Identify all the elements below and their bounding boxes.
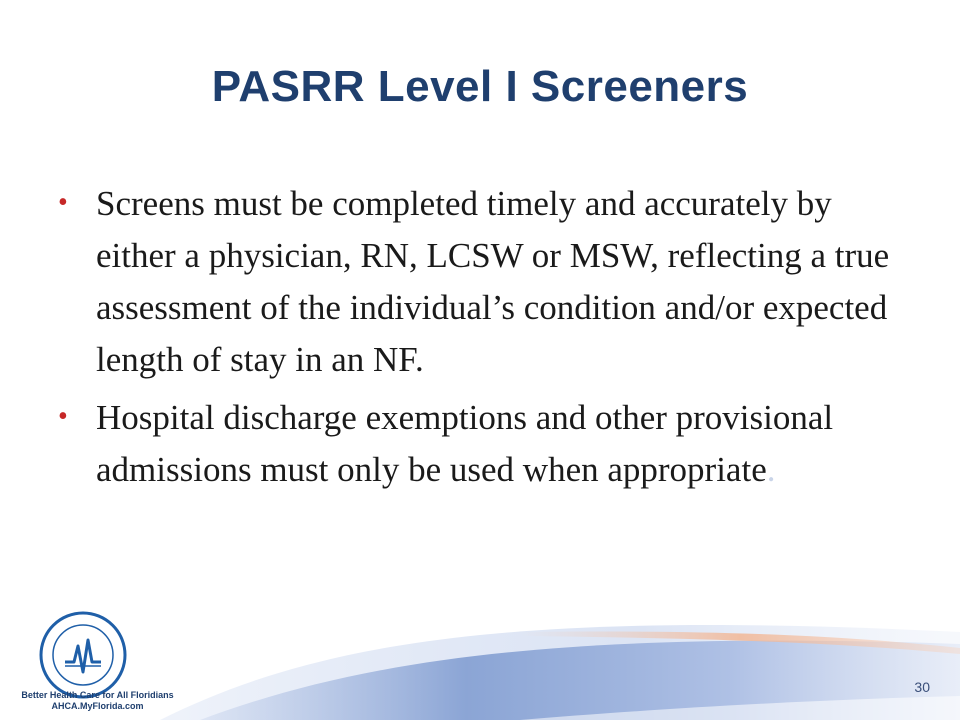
bullet-marker: • bbox=[58, 187, 68, 218]
bullet-trailing-period: . bbox=[766, 450, 776, 489]
tagline-text: Better Health Care for All Floridians bbox=[21, 690, 174, 700]
bullet-marker: • bbox=[58, 401, 68, 432]
page-number: 30 bbox=[914, 679, 930, 695]
bullet-list bbox=[58, 178, 908, 502]
bullet-text: Screens must be completed timely and accurately by either a physician, RN, LCSW or MSW, reflecting a true assessment of the individual’s condition and/or expected length of stay in an NF. bbox=[96, 184, 890, 379]
bullet-text: Hospital discharge exemptions and other provisional admissions must only be used when appropriate bbox=[96, 398, 834, 489]
bullet-item bbox=[58, 392, 908, 496]
slide-title: PASRR Level I Screeners bbox=[211, 62, 749, 111]
tagline-url: AHCA.MyFlorida.com bbox=[51, 701, 144, 711]
bullet-item bbox=[58, 178, 908, 386]
footer-tagline bbox=[10, 690, 185, 712]
ahca-logo bbox=[38, 610, 128, 700]
